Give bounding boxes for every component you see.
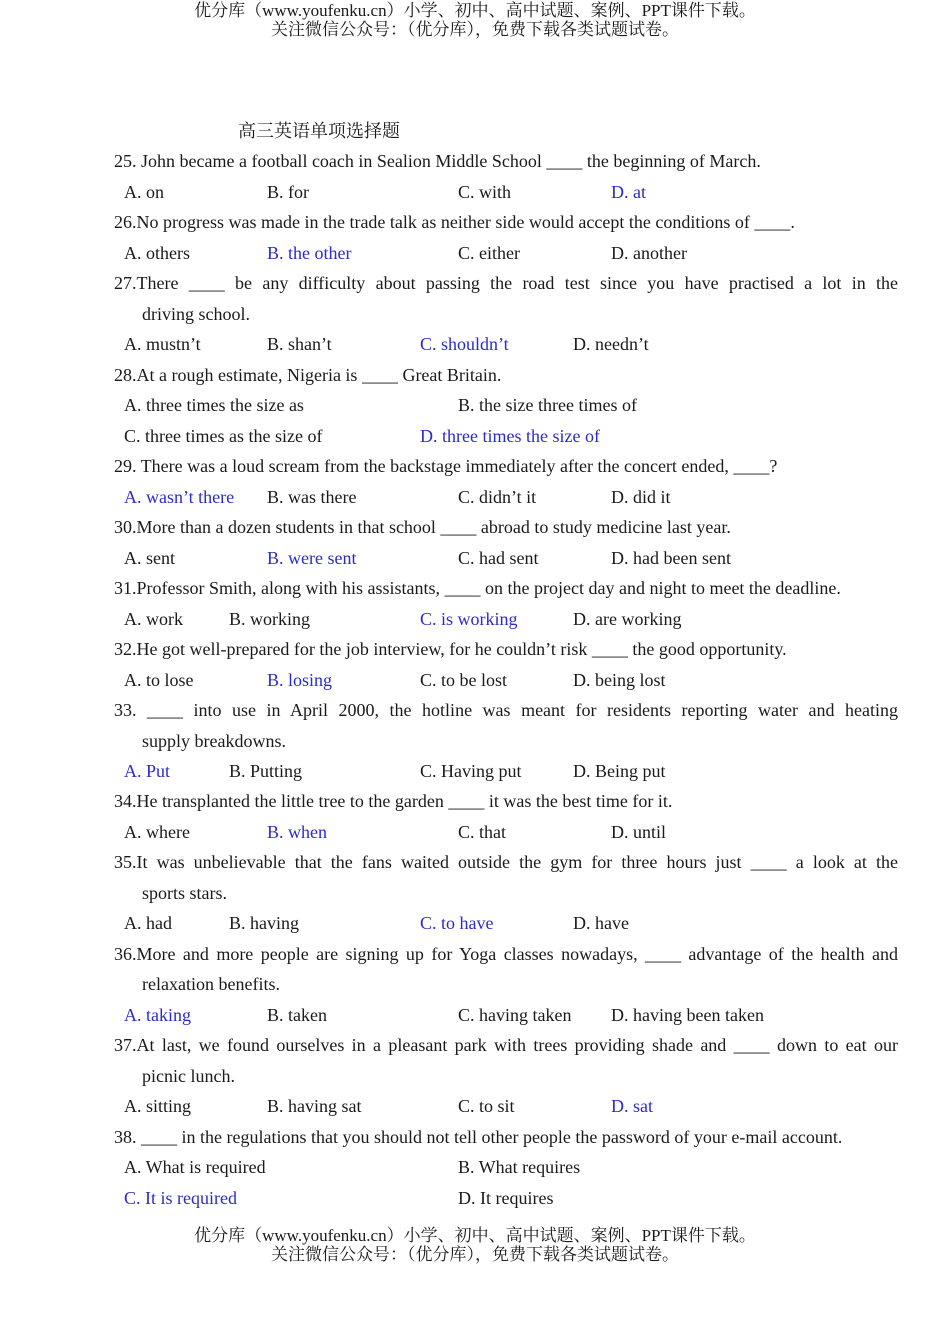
question-28-option-a: A. three times the size as xyxy=(124,395,304,415)
question-32-option-a: A. to lose xyxy=(124,670,194,690)
question-31-option-a: A. work xyxy=(124,609,183,629)
question-32-option-d: D. being lost xyxy=(573,670,666,690)
question-26-option-d: D. another xyxy=(611,243,687,263)
question-34-option-b-answer: B. when xyxy=(267,822,327,842)
question-31-stem: 31.Professor Smith, along with his assistants, ____ on the project day and night to meet the deadline. xyxy=(114,578,841,598)
question-31-option-d: D. are working xyxy=(573,609,682,629)
question-28-option-d-answer: D. three times the size of xyxy=(420,426,600,446)
question-29-option-b: B. was there xyxy=(267,487,357,507)
question-36-stem: 36.More and more people are signing up for Yoga classes nowadays, ____ advantage of the health and xyxy=(114,944,898,964)
question-38-stem: 38. ____ in the regulations that you should not tell other people the password of your e-mail account. xyxy=(114,1127,843,1147)
question-37-stem: 37.At last, we found ourselves in a pleasant park with trees providing shade and ____ down to eat our xyxy=(114,1035,898,1055)
question-36-option-b: B. taken xyxy=(267,1005,327,1025)
question-26-stem: 26.No progress was made in the trade talk as neither side would accept the conditions of ____. xyxy=(114,212,795,232)
question-33-stem-continued: supply breakdowns. xyxy=(142,731,286,751)
question-30-option-c: C. had sent xyxy=(458,548,539,568)
question-26-option-b-answer: B. the other xyxy=(267,243,352,263)
question-31-option-c-answer: C. is working xyxy=(420,609,518,629)
site-header-line-1: 优分库（www.youfenku.cn）小学、初中、高中试题、案例、PPT课件下载。 xyxy=(194,1,756,20)
question-34-option-d: D. until xyxy=(611,822,667,842)
site-footer-line-2: 关注微信公众号：（优分库），免费下载各类试题试卷。 xyxy=(271,1245,679,1264)
site-header-line-2: 关注微信公众号：（优分库），免费下载各类试题试卷。 xyxy=(271,20,679,39)
question-27-option-a: A. mustn’t xyxy=(124,334,201,354)
question-35-stem: 35.It was unbelievable that the fans waited outside the gym for three hours just ____ a look at the xyxy=(114,852,898,872)
question-27-option-c-answer: C. shouldn’t xyxy=(420,334,509,354)
question-36-option-c: C. having taken xyxy=(458,1005,572,1025)
question-26-option-c: C. either xyxy=(458,243,520,263)
question-37-stem-continued: picnic lunch. xyxy=(142,1066,235,1086)
question-37-option-c: C. to sit xyxy=(458,1096,515,1116)
question-32-option-c: C. to be lost xyxy=(420,670,508,690)
question-27-stem-continued: driving school. xyxy=(142,304,250,324)
question-28-option-c: C. three times as the size of xyxy=(124,426,323,446)
question-35-option-a: A. had xyxy=(124,913,172,933)
question-25-option-d-answer: D. at xyxy=(611,182,646,202)
question-33-option-b: B. Putting xyxy=(229,761,303,781)
question-33-option-a-answer: A. Put xyxy=(124,761,171,781)
question-34-option-a: A. where xyxy=(124,822,190,842)
question-25-option-a: A. on xyxy=(124,182,164,202)
site-footer-line-1: 优分库（www.youfenku.cn）小学、初中、高中试题、案例、PPT课件下载。 xyxy=(194,1226,756,1245)
question-35-option-c-answer: C. to have xyxy=(420,913,494,933)
question-29-option-a-answer: A. wasn’t there xyxy=(124,487,235,507)
question-36-stem-continued: relaxation benefits. xyxy=(142,974,280,994)
question-29-stem: 29. There was a loud scream from the backstage immediately after the concert ended, ____? xyxy=(114,456,778,476)
question-38-option-c-answer: C. It is required xyxy=(124,1188,237,1208)
question-35-option-d: D. have xyxy=(573,913,629,933)
question-38-option-b: B. What requires xyxy=(458,1157,581,1177)
question-35-stem-continued: sports stars. xyxy=(142,883,227,903)
question-27-stem: 27.There ____ be any difficulty about passing the road test since you have practised a lot in the xyxy=(114,273,898,293)
question-29-option-d: D. did it xyxy=(611,487,671,507)
question-28-stem: 28.At a rough estimate, Nigeria is ____ Great Britain. xyxy=(114,365,502,385)
question-27-option-d: D. needn’t xyxy=(573,334,649,354)
question-33-stem: 33. ____ into use in April 2000, the hotline was meant for residents reporting water and heating xyxy=(114,700,898,720)
question-30-option-b-answer: B. were sent xyxy=(267,548,357,568)
question-27-option-b: B. shan’t xyxy=(267,334,332,354)
question-33-option-c: C. Having put xyxy=(420,761,522,781)
page-title: 高三英语单项选择题 xyxy=(238,121,400,141)
question-30-stem: 30.More than a dozen students in that school ____ abroad to study medicine last year. xyxy=(114,517,731,537)
question-25-stem: 25. John became a football coach in Sealion Middle School ____ the beginning of March. xyxy=(114,151,761,171)
question-37-option-d-answer: D. sat xyxy=(611,1096,653,1116)
question-36-option-a-answer: A. taking xyxy=(124,1005,191,1025)
question-38-option-d: D. It requires xyxy=(458,1188,554,1208)
question-26-option-a: A. others xyxy=(124,243,190,263)
question-34-option-c: C. that xyxy=(458,822,506,842)
question-37-option-a: A. sitting xyxy=(124,1096,192,1116)
question-32-option-b-answer: B. losing xyxy=(267,670,333,690)
question-30-option-d: D. had been sent xyxy=(611,548,731,568)
question-28-option-b: B. the size three times of xyxy=(458,395,637,415)
question-33-option-d: D. Being put xyxy=(573,761,666,781)
question-37-option-b: B. having sat xyxy=(267,1096,362,1116)
question-30-option-a: A. sent xyxy=(124,548,175,568)
question-31-option-b: B. working xyxy=(229,609,310,629)
question-35-option-b: B. having xyxy=(229,913,299,933)
question-32-stem: 32.He got well-prepared for the job interview, for he couldn’t risk ____ the good opportunity. xyxy=(114,639,787,659)
question-29-option-c: C. didn’t it xyxy=(458,487,537,507)
question-38-option-a: A. What is required xyxy=(124,1157,266,1177)
question-25-option-c: C. with xyxy=(458,182,512,202)
question-25-option-b: B. for xyxy=(267,182,309,202)
question-36-option-d: D. having been taken xyxy=(611,1005,764,1025)
question-34-stem: 34.He transplanted the little tree to the garden ____ it was the best time for it. xyxy=(114,791,673,811)
